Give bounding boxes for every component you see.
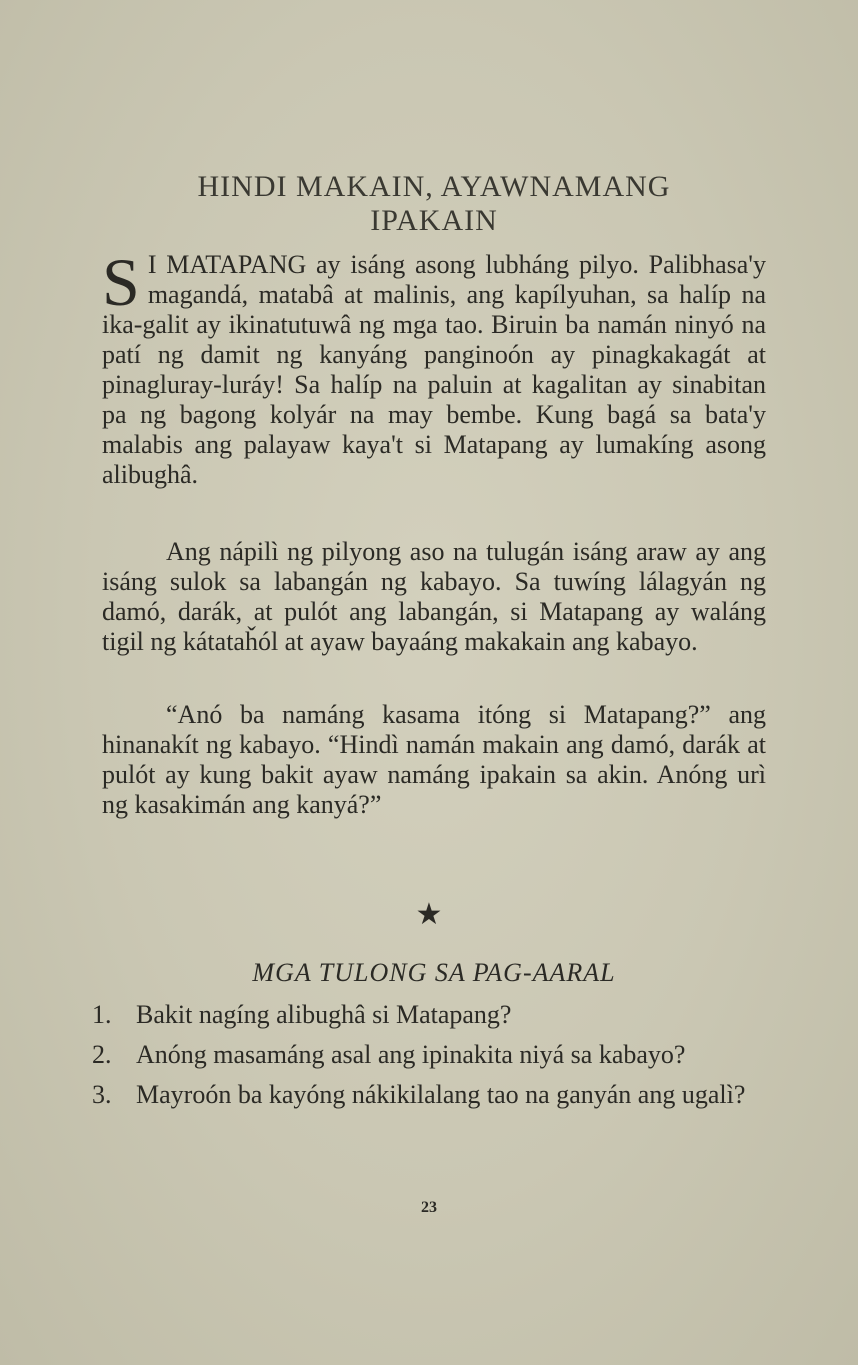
question-text: Mayroón ba kayóng nákikilalang tao na ganyán ang ugalì?: [136, 1080, 746, 1109]
question-text: Anóng masamáng asal ang ipinakita niyá sa kabayo?: [136, 1040, 686, 1069]
question-number: 1.: [92, 1000, 112, 1029]
study-heading: MGA TULONG SA PAG-AARAL: [252, 958, 616, 987]
drop-cap: S: [102, 244, 140, 320]
question-number: 3.: [92, 1080, 112, 1109]
question-text: Bakit nagíng alibughâ si Matapang?: [136, 1000, 512, 1029]
paragraph-2-text: Ang nápilì ng pilyong aso na tulugán isáng araw ay ang isáng sulok sa labangán ng kabayo. Sa tuwíng lálagyán ng damó, darák, at pulót ang labangán, si Matapang ay waláng tigil ng kátataȟól at ayaw bayaáng makakain ang kabayo.: [102, 537, 766, 656]
paragraph-3: [102, 700, 766, 820]
paragraph-2: [102, 537, 766, 657]
question-item: [92, 1000, 762, 1030]
paragraph-3-text: “Anó ba namáng kasama itóng si Matapang?” ang hinanakít ng kabayo. “Hindì namán makain ang damó, darák at pulót ay kung bakit ayaw namáng ipakain sa akin. Anóng urì ng kasakimán ang kanyá?”: [102, 700, 766, 819]
question-item: [92, 1080, 762, 1110]
paragraph-1: [102, 244, 766, 490]
paragraph-1-text: I MATAPANG ay isáng asong lubháng pilyo. Palibhasa'y magandá, matabâ at malinis, ang kapílyuhan, sa halíp na ika-galit ay ikinatutuwâ ng mga tao. Biruin ba namán ninyó na patí ng damit ng kanyáng panginoón ay pinagkakagát at pinagluray-luráy! Sa halíp na paluin at kagalitan ay sinabitan pa ng bagong kolyár na may bembe. Kung bagá sa bata'y malabis ang palayaw kaya't si Matapang ay lumakíng asong alibughâ.: [102, 250, 766, 489]
question-item: [92, 1040, 762, 1070]
star-separator-icon: ★: [415, 898, 443, 931]
question-number: 2.: [92, 1040, 112, 1069]
question-list: [92, 1000, 762, 1120]
story-title-line-2: IPAKAIN: [370, 204, 498, 237]
story-title-line-1: HINDI MAKAIN, AYAWNAMANG: [197, 170, 671, 203]
story-title: [102, 170, 766, 238]
page-number: 23: [421, 1199, 437, 1216]
